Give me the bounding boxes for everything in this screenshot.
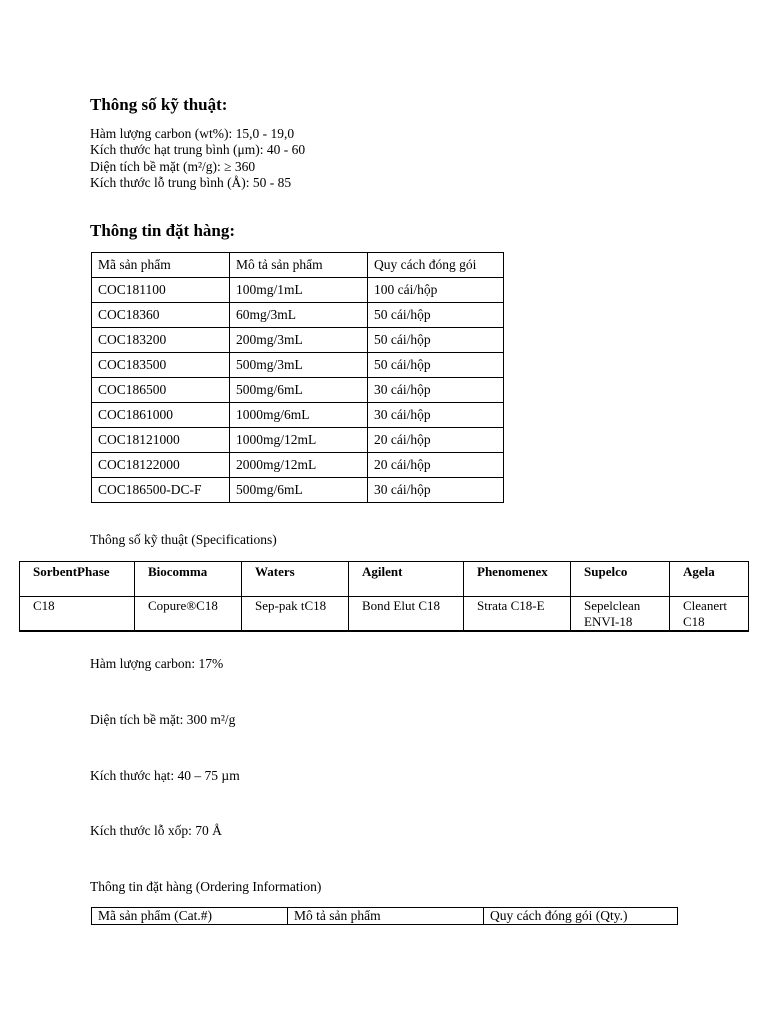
table-cell: C18	[20, 597, 135, 632]
header-cell: Mã sản phẩm (Cat.#)	[92, 908, 288, 925]
table-cell: Sep-pak tC18	[242, 597, 349, 632]
cat-cell: COC18360	[92, 303, 230, 328]
header-cell: Agela	[670, 562, 749, 597]
surface-area: Diện tích bề mặt: 300 m²/g	[90, 712, 236, 727]
cat-cell: COC18122000	[92, 453, 230, 478]
table-row	[20, 597, 749, 632]
header-cell: Biocomma	[135, 562, 242, 597]
cat-cell: COC186500	[92, 378, 230, 403]
table-header-row	[20, 562, 749, 597]
spec-list	[90, 126, 305, 191]
table-row	[92, 278, 504, 303]
table-header-row	[92, 253, 504, 278]
qty-cell: 20 cái/hộp	[368, 453, 504, 478]
header-cell: Agilent	[349, 562, 464, 597]
desc-cell: 100mg/1mL	[230, 278, 368, 303]
header-cell: Quy cách đóng gói	[368, 253, 504, 278]
ordering-info-table	[91, 907, 678, 925]
table-cell: Strata C18-E	[464, 597, 571, 632]
qty-cell: 30 cái/hộp	[368, 403, 504, 428]
qty-cell: 30 cái/hộp	[368, 378, 504, 403]
table-row	[92, 303, 504, 328]
cat-cell: COC183500	[92, 353, 230, 378]
desc-cell: 500mg/6mL	[230, 478, 368, 503]
table-cell: Copure®C18	[135, 597, 242, 632]
desc-cell: 200mg/3mL	[230, 328, 368, 353]
desc-cell: 2000mg/12mL	[230, 453, 368, 478]
ordering-heading: Thông tin đặt hàng:	[90, 221, 236, 240]
table-cell: Cleanert C18	[670, 597, 749, 632]
desc-cell: 60mg/3mL	[230, 303, 368, 328]
table-row	[92, 353, 504, 378]
spec-heading: Thông số kỹ thuật:	[90, 95, 228, 114]
qty-cell: 50 cái/hộp	[368, 303, 504, 328]
qty-cell: 100 cái/hộp	[368, 278, 504, 303]
header-cell: Mô tả sản phẩm	[288, 908, 484, 925]
table-row	[92, 378, 504, 403]
header-cell: SorbentPhase	[20, 562, 135, 597]
cat-cell: COC1861000	[92, 403, 230, 428]
spec-carbon: Hàm lượng carbon (wt%): 15,0 - 19,0	[90, 126, 295, 141]
qty-cell: 30 cái/hộp	[368, 478, 504, 503]
desc-cell: 500mg/6mL	[230, 378, 368, 403]
desc-cell: 1000mg/12mL	[230, 428, 368, 453]
table-row	[92, 403, 504, 428]
cat-cell: COC186500-DC-F	[92, 478, 230, 503]
cat-cell: COC183200	[92, 328, 230, 353]
header-cell: Mô tả sản phẩm	[230, 253, 368, 278]
qty-cell: 50 cái/hộp	[368, 328, 504, 353]
spec-particle-size: Kích thước hạt trung bình (μm): 40 - 60	[90, 142, 306, 158]
header-cell: Quy cách đóng gói (Qty.)	[484, 908, 678, 925]
table-row	[92, 453, 504, 478]
equivalents-table	[19, 561, 749, 632]
table-cell: Bond Elut C18	[349, 597, 464, 632]
header-cell: Supelco	[571, 562, 670, 597]
table-row	[92, 428, 504, 453]
header-cell: Waters	[242, 562, 349, 597]
cat-cell: COC181100	[92, 278, 230, 303]
specifications-heading: Thông số kỹ thuật (Specifications)	[90, 532, 277, 547]
desc-cell: 500mg/3mL	[230, 353, 368, 378]
header-cell: Phenomenex	[464, 562, 571, 597]
ordering-info-heading: Thông tin đặt hàng (Ordering Information)	[90, 879, 322, 894]
carbon-content: Hàm lượng carbon: 17%	[90, 656, 224, 671]
desc-cell: 1000mg/6mL	[230, 403, 368, 428]
table-cell: Sepelclean ENVI-18	[571, 597, 670, 632]
ordering-table	[91, 252, 504, 503]
cat-cell: COC18121000	[92, 428, 230, 453]
table-row	[92, 328, 504, 353]
qty-cell: 50 cái/hộp	[368, 353, 504, 378]
spec-surface-area: Diện tích bề mặt (m²/g): ≥ 360	[90, 158, 256, 174]
table-row	[92, 478, 504, 503]
table-header-row	[92, 908, 678, 925]
pore-size: Kích thước lỗ xốp: 70 Å	[90, 823, 222, 838]
spec-pore-size: Kích thước lỗ trung bình (Å): 50 - 85	[90, 174, 292, 190]
qty-cell: 20 cái/hộp	[368, 428, 504, 453]
header-cell: Mã sản phẩm	[92, 253, 230, 278]
particle-size: Kích thước hạt: 40 – 75 µm	[90, 768, 240, 783]
